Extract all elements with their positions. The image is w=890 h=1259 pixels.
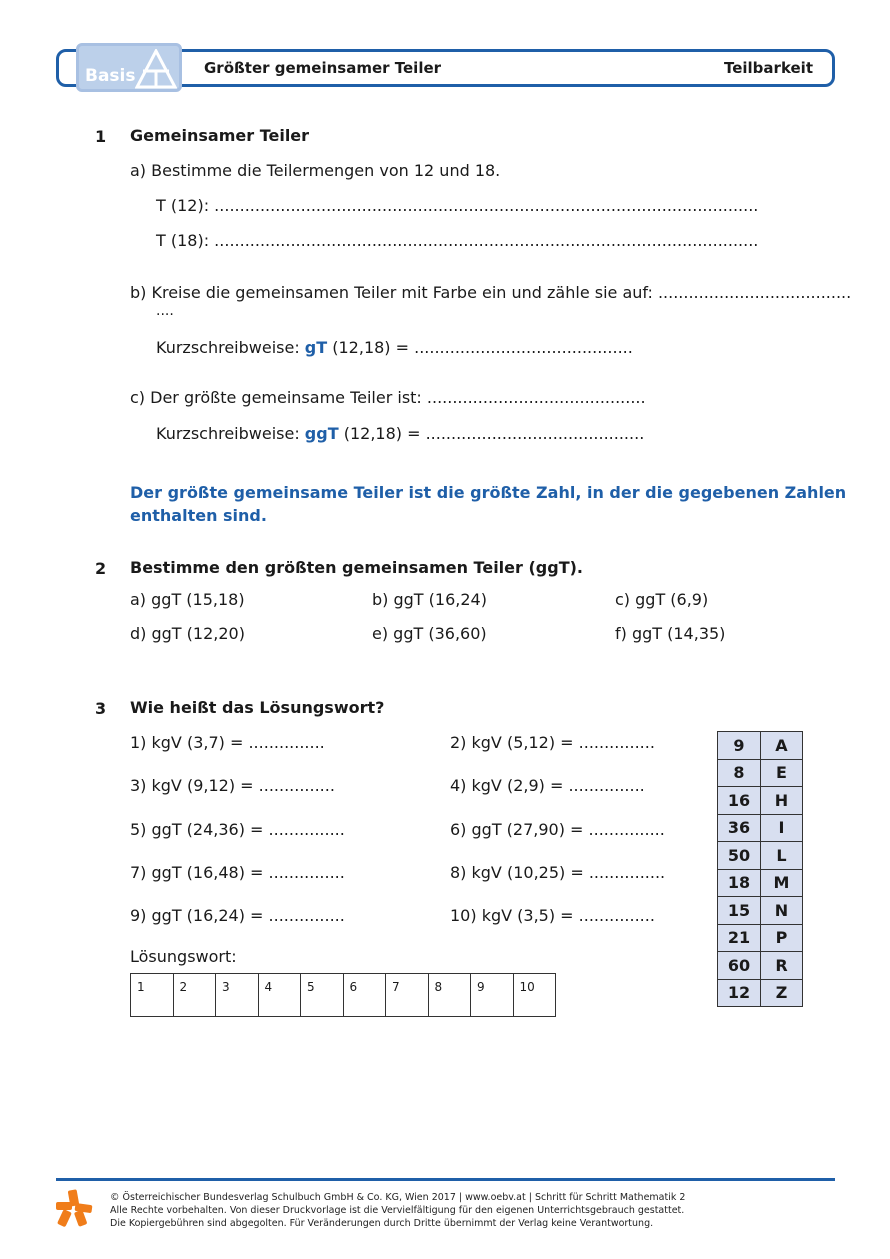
task3-left-item: 1) kgV (3,7) = ............... — [130, 733, 325, 752]
task3-right-item: 4) kgV (2,9) = ............... — [450, 776, 645, 795]
short-prefix: Kurzschreibweise: — [156, 338, 305, 357]
key-number: 16 — [718, 787, 761, 815]
key-letter: Z — [761, 979, 803, 1007]
task2-item: f) ggT (14,35) — [615, 624, 726, 643]
task2-item: b) ggT (16,24) — [372, 590, 487, 609]
key-number: 50 — [718, 842, 761, 870]
short-rest: (12,18) = ........................................... — [338, 424, 645, 443]
answer-cell[interactable]: 1 — [131, 974, 174, 1017]
key-row — [718, 787, 803, 815]
key-letter: A — [761, 732, 803, 760]
answer-cell[interactable]: 7 — [386, 974, 429, 1017]
key-letter: P — [761, 924, 803, 952]
task3-right-item: 6) ggT (27,90) = ............... — [450, 820, 665, 839]
key-row — [718, 759, 803, 787]
task3-right-item: 2) kgV (5,12) = ............... — [450, 733, 655, 752]
page-topic: Teilbarkeit — [723, 59, 813, 77]
key-row — [718, 897, 803, 925]
key-row — [718, 979, 803, 1007]
solution-grid — [130, 973, 556, 1017]
key-row — [718, 869, 803, 897]
key-number: 21 — [718, 924, 761, 952]
answer-cell[interactable]: 9 — [471, 974, 514, 1017]
footer-copyright — [110, 1191, 685, 1230]
answer-cell[interactable]: 5 — [301, 974, 344, 1017]
key-letter: I — [761, 814, 803, 842]
answer-cell[interactable]: 8 — [428, 974, 471, 1017]
task3-left-item: 7) ggT (16,48) = ............... — [130, 863, 345, 882]
key-row — [718, 814, 803, 842]
page-title: Größter gemeinsamer Teiler — [204, 59, 442, 77]
task3-left-item: 5) ggT (24,36) = ............... — [130, 820, 345, 839]
key-row — [718, 842, 803, 870]
answer-cell[interactable]: 3 — [216, 974, 259, 1017]
task1b-continuation: .... — [156, 303, 174, 319]
key-number: 18 — [718, 869, 761, 897]
key-number: 60 — [718, 952, 761, 980]
solution-label: Lösungswort: — [130, 947, 237, 966]
task3-left-item: 9) ggT (16,24) = ............... — [130, 906, 345, 925]
task1b-text: b) Kreise die gemeinsamen Teiler mit Farbe ein und zähle sie auf: ...................................... — [130, 283, 852, 302]
answer-cell[interactable]: 4 — [258, 974, 301, 1017]
gt-highlight: gT — [304, 338, 328, 357]
task2-item: d) ggT (12,20) — [130, 624, 245, 643]
task1a-text: a) Bestimme die Teilermengen von 12 und 18. — [130, 161, 501, 180]
task2-item: e) ggT (36,60) — [372, 624, 487, 643]
key-number: 15 — [718, 897, 761, 925]
task3-right-item: 8) kgV (10,25) = ............... — [450, 863, 666, 882]
rule-line-2: enthalten sind. — [130, 506, 267, 525]
task3-title: Wie heißt das Lösungswort? — [130, 698, 385, 717]
letter-key-table — [717, 731, 803, 1007]
task1-number: 1 — [95, 127, 107, 146]
task1c-text: c) Der größte gemeinsame Teiler ist: ........................................... — [130, 388, 646, 407]
triangle-icon — [135, 49, 177, 89]
key-letter: E — [761, 759, 803, 787]
task1-title: Gemeinsamer Teiler — [130, 126, 310, 145]
key-number: 9 — [718, 732, 761, 760]
key-letter: M — [761, 869, 803, 897]
task2-title: Bestimme den größten gemeinsamen Teiler (ggT). — [130, 558, 583, 577]
publisher-logo-icon — [54, 1188, 94, 1228]
footer-line: Alle Rechte vorbehalten. Von dieser Druckvorlage ist die Vervielfältigung für den eigenen Unterrichtsgebrauch gestattet. — [110, 1205, 685, 1216]
task2-item: c) ggT (6,9) — [615, 590, 709, 609]
task1c-short — [156, 424, 644, 443]
ggt-highlight: ggT — [304, 424, 339, 443]
task1b-short — [156, 338, 633, 357]
key-row — [718, 952, 803, 980]
key-letter: H — [761, 787, 803, 815]
t18-line: T (18): ........................................................................................................... — [156, 231, 759, 250]
level-badge — [76, 43, 182, 92]
task3-right-item: 10) kgV (3,5) = ............... — [450, 906, 655, 925]
rule-line-1: Der größte gemeinsame Teiler ist die größte Zahl, in der die gegebenen Zahlen — [130, 483, 847, 502]
footer-line: © Österreichischer Bundesverlag Schulbuch GmbH & Co. KG, Wien 2017 | www.oebv.at | Schritt für Schritt Mathematik 2 — [110, 1192, 686, 1203]
short-prefix: Kurzschreibweise: — [156, 424, 305, 443]
key-letter: N — [761, 897, 803, 925]
t12-line: T (12): ........................................................................................................... — [156, 196, 759, 215]
answer-cell[interactable]: 10 — [513, 974, 556, 1017]
task2-number: 2 — [95, 559, 107, 578]
short-rest: (12,18) = ........................................... — [327, 338, 633, 357]
key-row — [718, 732, 803, 760]
key-letter: L — [761, 842, 803, 870]
task3-left-item: 3) kgV (9,12) = ............... — [130, 776, 335, 795]
footer-divider — [56, 1178, 835, 1181]
task2-item: a) ggT (15,18) — [130, 590, 245, 609]
footer-line: Die Kopiergebühren sind abgegolten. Für Veränderungen durch Dritte übernimmt der Verlag keine Verantwortung. — [110, 1218, 654, 1229]
key-number: 36 — [718, 814, 761, 842]
badge-label: Basis — [85, 66, 136, 86]
task3-number: 3 — [95, 699, 107, 718]
answer-cell[interactable]: 6 — [343, 974, 386, 1017]
key-row — [718, 924, 803, 952]
answer-cell[interactable]: 2 — [173, 974, 216, 1017]
key-number: 12 — [718, 979, 761, 1007]
key-number: 8 — [718, 759, 761, 787]
key-letter: R — [761, 952, 803, 980]
